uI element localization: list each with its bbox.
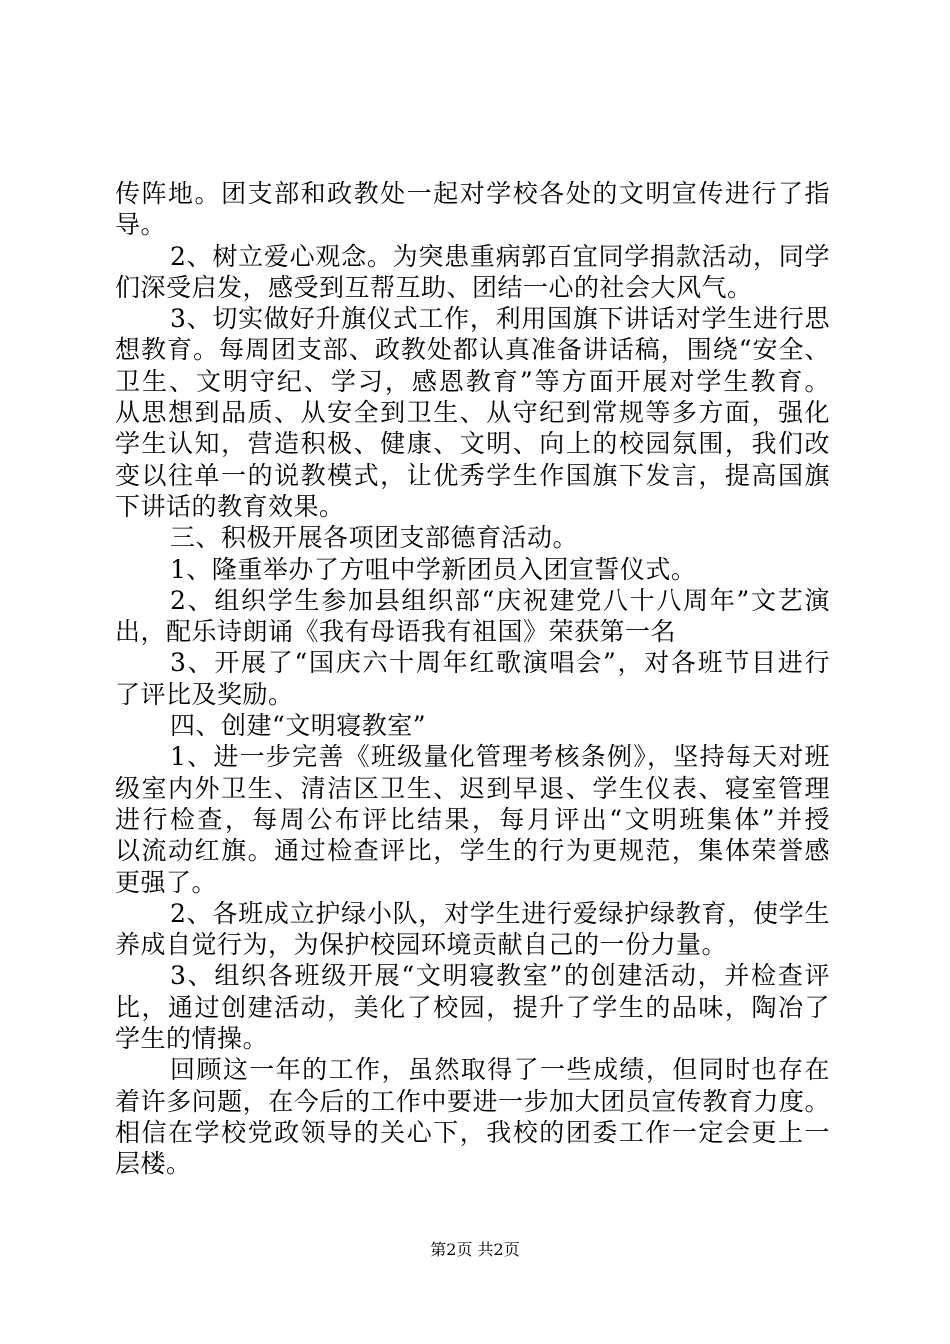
text-line: 3、切实做好升旗仪式工作，利用国旗下讲话对学生进行思 — [170, 304, 830, 334]
text-line: 卫生、文明守纪、学习，感恩教育”等方面开展对学生教育。 — [115, 366, 830, 396]
text-line: 从思想到品质、从安全到卫生、从守纪到常规等多方面，强化 — [115, 398, 830, 428]
text-line: 四、创建“文明寝教室” — [170, 711, 427, 741]
text-line: 下讲话的教育效果。 — [115, 491, 345, 521]
text-line: 回顾这一年的工作，虽然取得了一些成绩，但同时也存在 — [170, 1055, 830, 1085]
text-line: 以流动红旗。通过检查评比，学生的行为更规范，集体荣誉感 — [115, 836, 830, 866]
text-line: 3、组织各班级开展“文明寝教室”的创建活动，并检查评 — [170, 961, 830, 991]
text-line: 学生的情操。 — [115, 1024, 269, 1054]
text-line: 1、进一步完善《班级量化管理考核条例》，坚持每天对班 — [170, 742, 830, 772]
text-line: 变以往单一的说教模式，让优秀学生作国旗下发言，提高国旗 — [115, 460, 830, 490]
text-line: 相信在学校党政领导的关心下，我校的团委工作一定会更上一 — [115, 1117, 830, 1147]
text-line: 导。 — [115, 210, 167, 240]
text-line: 2、树立爱心观念。为突患重病郭百宜同学捐款活动，同学 — [170, 241, 830, 271]
text-line: 2、各班成立护绿小队，对学生进行爱绿护绿教育，使学生 — [170, 898, 830, 928]
page-footer: 第2页 共2页 — [430, 1240, 520, 1259]
text-line: 了评比及奖励。 — [115, 679, 294, 709]
text-line: 进行检查，每周公布评比结果，每月评出“文明班集体”并授 — [115, 804, 830, 834]
text-line: 出，配乐诗朗诵《我有母语我有祖国》荣获第一名 — [115, 617, 677, 647]
text-line: 比，通过创建活动，美化了校园，提升了学生的品味，陶冶了 — [115, 992, 830, 1022]
text-line: 着许多问题，在今后的工作中要进一步加大团员宣传教育力度。 — [115, 1086, 830, 1116]
text-line: 更强了。 — [115, 867, 218, 897]
text-line: 学生认知，营造积极、健康、文明、向上的校园氛围，我们改 — [115, 429, 830, 459]
text-line: 层楼。 — [115, 1149, 192, 1179]
text-line: 养成自觉行为，为保护校园环境贡献自己的一份力量。 — [115, 930, 728, 960]
text-line: 级室内外卫生、清洁区卫生、迟到早退、学生仪表、寝室管理 — [115, 773, 830, 803]
text-line: 们深受启发，感受到互帮互助、团结一心的社会大风气。 — [115, 272, 753, 302]
document-body — [115, 178, 830, 1180]
text-line: 三、积极开展各项团支部德育活动。 — [170, 523, 579, 553]
text-line: 2、组织学生参加县组织部“庆祝建党八十八周年”文艺演 — [170, 585, 830, 615]
text-line: 传阵地。团支部和政教处一起对学校各处的文明宣传进行了指 — [115, 179, 830, 208]
text-line: 想教育。每周团支部、政教处都认真准备讲话稿，围绕“安全、 — [115, 335, 830, 365]
text-line: 1、隆重举办了方咀中学新团员入团宣誓仪式。 — [170, 554, 697, 584]
text-line: 3、开展了“国庆六十周年红歌演唱会”，对各班节目进行 — [170, 648, 830, 678]
